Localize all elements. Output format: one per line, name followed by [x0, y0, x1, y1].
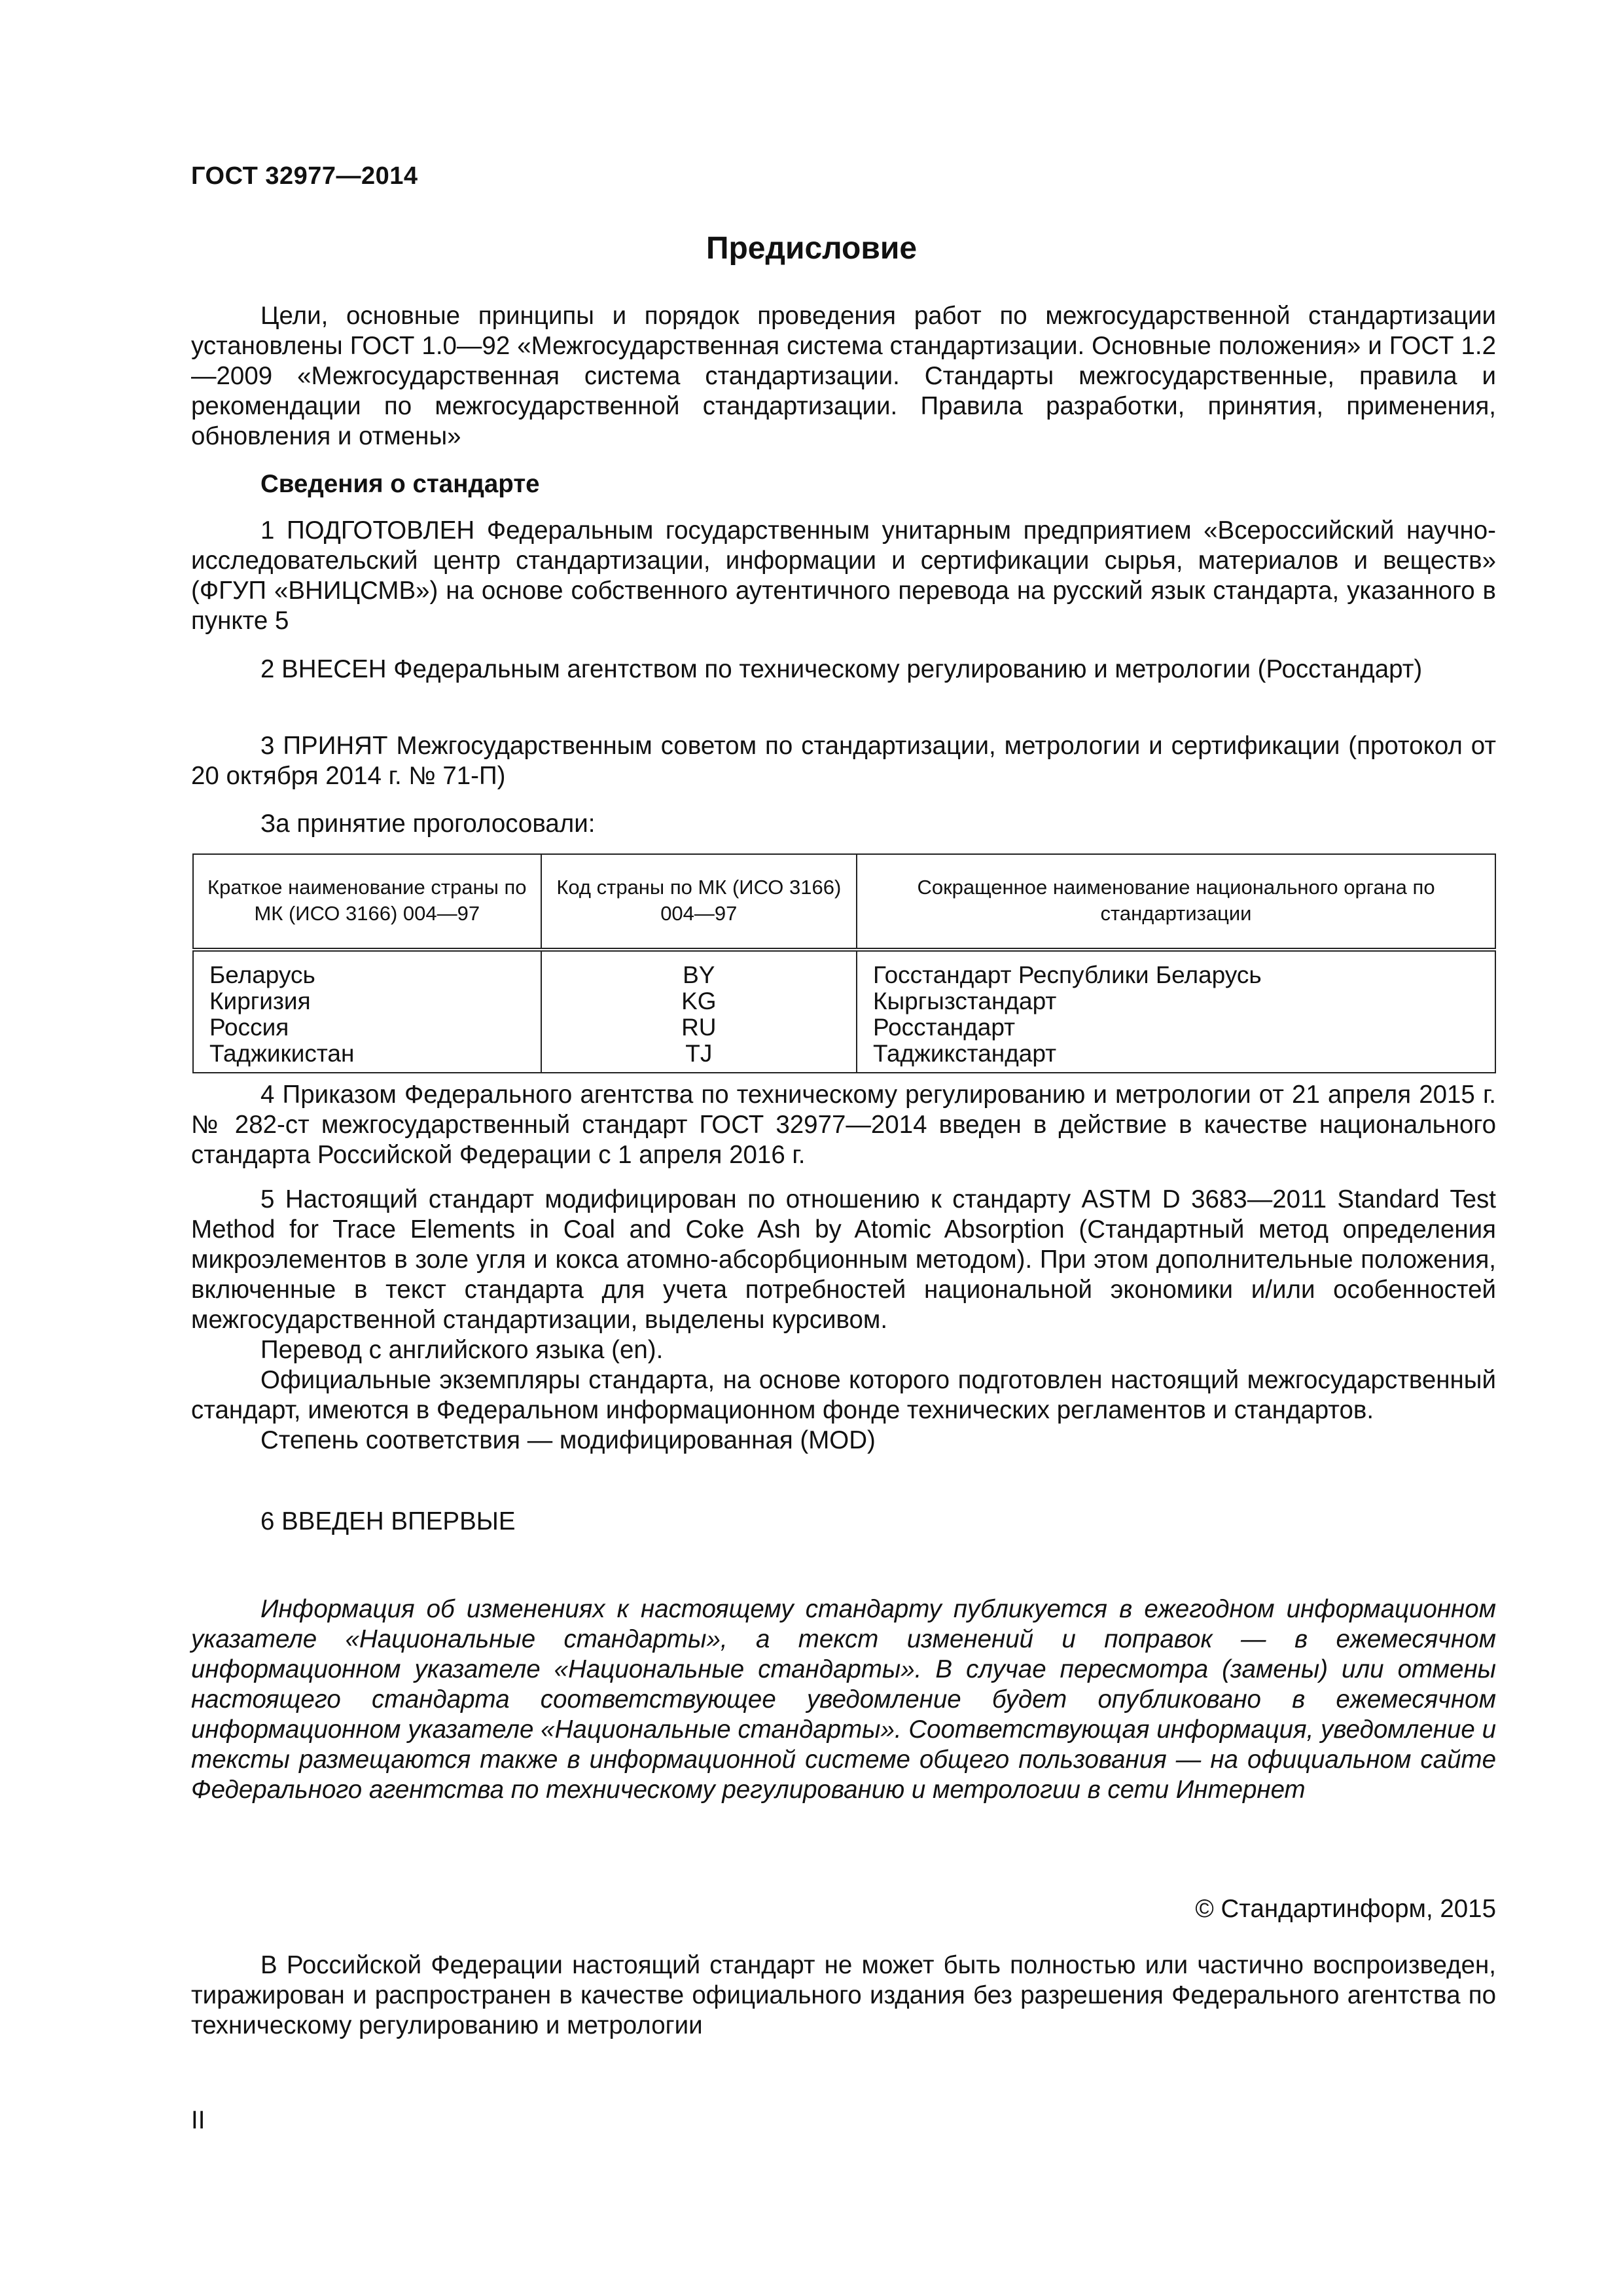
voted-label: За принятие проголосовали: [260, 810, 596, 838]
item-3: 3 ПРИНЯТ Межгосударственным советом по стандартизации, метрологии и сертификации (протокол от 20 октября 2014 г. № 71-П) [191, 732, 1496, 790]
item-5-copies: Официальные экземпляры стандарта, на основе которого подготовлен настоящий межгосударственный стандарт, имеются в Федеральном информационном фонде технических регламентов и стандартов. [191, 1366, 1496, 1424]
cell-code: KG [541, 988, 857, 1014]
cell-country: Таджикистан [193, 1041, 541, 1073]
reproduction-paragraph: В Российской Федерации настоящий стандарт не может быть полностью или частично воспроизведен, тиражирован и распространен в качестве официального издания без разрешения Федерального агентства по техническому регулированию и метрологии [191, 1951, 1496, 2039]
column-header-body: Сокращенное наименование национального органа по стандартизации [857, 854, 1495, 950]
item-4: 4 Приказом Федерального агентства по техническому регулированию и метрологии от 21 апреля 2015 г. № 282-ст межгосударственный стандарт ГОСТ 32977—2014 введен в действие в качестве национального стандарта Российской Федерации с 1 апреля 2016 г. [191, 1081, 1496, 1169]
item-5-block [191, 1185, 1496, 1456]
intro-paragraph: Цели, основные принципы и порядок проведения работ по межгосударственной стандартизации установлены ГОСТ 1.0—92 «Межгосударственная система стандартизации. Основные положения» и ГОСТ 1.2—2009 «Межгосударственная система стандартизации. Стандарты межгосударственные, правила и рекомендации по межгосударственной стандартизации. Правила разработки, принятия, применения, обновления и отмены» [191, 302, 1496, 450]
table-row [193, 1041, 1495, 1073]
item-2: 2 ВНЕСЕН Федеральным агентством по техническому регулированию и метрологии (Росстандарт) [260, 655, 1423, 683]
item-6: 6 ВВЕДЕН ВПЕРВЫЕ [260, 1507, 516, 1535]
column-header-code: Код страны по МК (ИСО 3166) 004—97 [541, 854, 857, 950]
table-header-row [193, 854, 1495, 950]
cell-country: Киргизия [193, 988, 541, 1014]
cell-code: TJ [541, 1041, 857, 1073]
cell-code: BY [541, 950, 857, 988]
intro-block [191, 301, 1496, 452]
cell-country: Беларусь [193, 950, 541, 988]
cell-body: Кыргызстандарт [857, 988, 1495, 1014]
page-number: II [191, 2106, 205, 2134]
cell-country: Россия [193, 1014, 541, 1041]
table-row [193, 1014, 1495, 1041]
cell-code: RU [541, 1014, 857, 1041]
table-row [193, 988, 1495, 1014]
item-5-degree: Степень соответствия — модифицированная (MOD) [260, 1426, 876, 1454]
copyright: © Стандартинформ, 2015 [1195, 1895, 1496, 1923]
notice-paragraph: Информация об изменениях к настоящему стандарту публикуется в ежегодном информационном указателе «Национальные стандарты», а текст изменений и поправок — в ежемесячном информационном указателе «Национальные стандарты». В случае пересмотра (замены) или отмены настоящего стандарта соответствующее уведомление будет опубликовано в ежемесячном информационном указателе «Национальные стандарты». Соответствующая информация, уведомление и тексты размещаются также в информационной системе общего пользования — на официальном сайте Федерального агентства по техническому регулированию и метрологии в сети Интернет [191, 1595, 1496, 1804]
reproduction-block [191, 1950, 1496, 2041]
cell-body: Госстандарт Республики Беларусь [857, 950, 1495, 988]
page-title: Предисловие [705, 231, 918, 266]
item-1-block [191, 516, 1496, 636]
item-2-block [191, 655, 1496, 685]
item-5: 5 Настоящий стандарт модифицирован по отношению к стандарту ASTM D 3683—2011 Standard Test Method for Trace Elements in Coal and Coke Ash by Atomic Absorption (Стандартный метод определения микроэлементов в золе угля и кокса атомно-абсорбционным методом). При этом дополнительные положения, включенные в текст стандарта для учета потребностей национальной экономики и/или особенностей межгосударственной стандартизации, выделены курсивом. [191, 1185, 1496, 1334]
notice-block [191, 1594, 1496, 1805]
item-1: 1 ПОДГОТОВЛЕН Федеральным государственным унитарным предприятием «Всероссийский научно-исследовательский центр стандартизации, информации и сертификации сырья, материалов и веществ» (ФГУП «ВНИЦСМВ») на основе собственного аутентичного перевода на русский язык стандарта, указанного в пункте 5 [191, 516, 1496, 635]
document-code: ГОСТ 32977—2014 [191, 162, 418, 190]
item-3-block [191, 731, 1496, 791]
item-6-block [191, 1507, 1496, 1537]
voting-table [192, 853, 1496, 1073]
cell-body: Таджикстандарт [857, 1041, 1495, 1073]
item-4-block [191, 1080, 1496, 1170]
info-heading: Сведения о стандарте [260, 470, 540, 498]
column-header-country: Краткое наименование страны по МК (ИСО 3166) 004—97 [193, 854, 541, 950]
cell-body: Росстандарт [857, 1014, 1495, 1041]
voted-block [191, 809, 1496, 839]
item-5-translation: Перевод с английского языка (en). [260, 1336, 664, 1364]
table-row [193, 950, 1495, 988]
